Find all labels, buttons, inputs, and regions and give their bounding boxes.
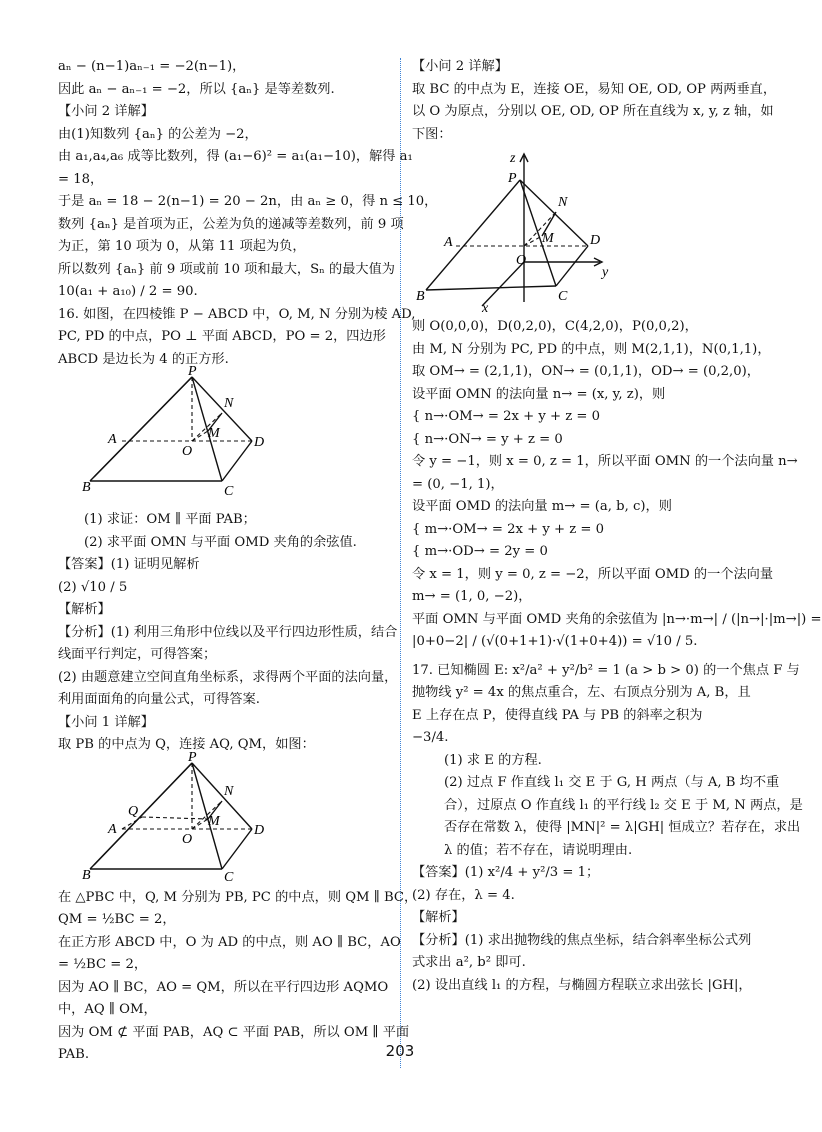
fig2-label: P (188, 749, 197, 765)
text-line: 【小问 1 详解】 (58, 714, 154, 730)
text-line: PC, PD 的中点，PO ⊥ 平面 ABCD，PO = 2，四边形 (58, 329, 386, 344)
text-line: 因为 AO ∥ BC，AO = QM，所以在平行四边形 AQMO (58, 979, 389, 995)
text-line: (2) 过点 F 作直线 l₁ 交 E 于 G, H 两点（与 A, B 均不重 (444, 775, 780, 790)
fig1-label: D (254, 435, 265, 450)
text-line: { n→·ON→ = y + z = 0 (412, 431, 563, 447)
fig3-label: P (508, 171, 517, 186)
fig1-label: O (182, 444, 193, 459)
text-line: (2) √10 / 5 (58, 579, 128, 595)
fig2-label: A (108, 821, 117, 837)
coordinate-pyramid-figure (416, 150, 636, 316)
text-line: QM = ½BC = 2， (58, 912, 176, 927)
text-line: 抛物线 y² = 4x 的焦点重合，左、右顶点分别为 A, B，且 (412, 685, 751, 700)
fig3-label: z (510, 151, 516, 166)
fig2-label: M (208, 813, 220, 829)
fig3-label: C (558, 289, 568, 304)
pyramid-figure-1 (82, 364, 308, 505)
fig3-label: y (602, 265, 609, 280)
analysis-16 (58, 599, 398, 757)
text-line: 所以数列 {aₙ} 前 9 项或前 10 项和最大，Sₙ 的最大值为 (58, 261, 395, 277)
text-line: 因此 aₙ − aₙ₋₁ = −2，所以 {aₙ} 是等差数列. (58, 81, 335, 97)
text-line: 【分析】(1) 利用三角形中位线以及平行四边形性质，结合 (58, 624, 398, 640)
pyramid-figure-2 (82, 749, 308, 885)
right-column (412, 56, 822, 997)
text-line: (2) 由题意建立空间直角坐标系，求得两个平面的法向量， (58, 669, 398, 685)
question-16 (58, 304, 416, 372)
text-line: = (0, −1, 1)， (412, 476, 504, 492)
text-line: 【分析】(1) 求出抛物线的焦点坐标，结合斜率坐标公式列 (412, 932, 752, 948)
text-line: E 上存在点 P，使得直线 PA 与 PB 的斜率之积为 (412, 707, 703, 723)
text-line: (2) 求平面 OMN 与平面 OMD 夹角的余弦值. (84, 534, 357, 550)
part2-intro (412, 56, 777, 146)
text-line: { m→·OM→ = 2x + y + z = 0 (412, 521, 605, 537)
text-line: 以 O 为原点，分别以 OE, OD, OP 所在直线为 x, y, z 轴，如 (412, 104, 774, 119)
text-line: 令 x = 1，则 y = 0, z = −2，所以平面 OMD 的一个法向量 (412, 566, 774, 582)
text-line: 16. 如图，在四棱锥 P − ABCD 中，O, M, N 分别为棱 AD, (58, 306, 416, 322)
text-line: 因为 OM ⊄ 平面 PAB，AQ ⊂ 平面 PAB，所以 OM ∥ 平面 (58, 1024, 410, 1040)
text-line: 合），过原点 O 作直线 l₁ 的平行线 l₂ 交 E 于 M, N 两点，是 (444, 797, 803, 813)
text-line: −3/4. (412, 730, 449, 745)
text-line: = ½BC = 2， (58, 957, 148, 972)
fig2-label: B (82, 867, 91, 883)
text-line: 设平面 OMD 的法向量 m→ = (a, b, c)，则 (412, 499, 672, 514)
text-line: PAB. (58, 1047, 90, 1062)
text-line: 在正方形 ABCD 中，O 为 AD 的中点，则 AO ∥ BC，AO (58, 934, 401, 950)
fig3-label: M (542, 231, 554, 246)
fig1-label: P (188, 364, 197, 379)
fig3-label: D (590, 233, 601, 248)
fig2-label: N (224, 783, 234, 799)
answer-16 (58, 554, 388, 599)
text-line: 【解析】 (412, 910, 465, 925)
text-line: 17. 已知椭圆 E: x²/a² + y²/b² = 1 (a > b > 0) 的一个焦点 F 与 (412, 662, 800, 678)
fig3-label: A (444, 235, 453, 250)
text-line: (2) 存在，λ = 4. (412, 887, 515, 903)
vector-solution (412, 316, 822, 654)
fig2-label: D (254, 822, 265, 838)
text-line: 下图： (412, 126, 452, 142)
text-line: m→ = (1, 0, −2)， (412, 589, 532, 604)
text-line: = 18， (58, 171, 104, 187)
fig3-label: B (416, 289, 425, 304)
text-line: 由 M, N 分别为 PC, PD 的中点，则 M(2,1,1)，N(0,1,1)， (412, 341, 771, 357)
text-line: 中，AQ ∥ OM， (58, 1002, 157, 1017)
text-line: 【小问 2 详解】 (412, 59, 508, 74)
fig2-label: C (224, 869, 234, 885)
text-line: |0+0−2| / (√(0+1+1)·√(1+0+4)) = √10 / 5. (412, 634, 698, 649)
fig3-label: x (482, 301, 489, 316)
question-16-parts (58, 509, 388, 554)
text-line: 由(1)知数列 {aₙ} 的公差为 −2， (58, 126, 258, 142)
text-line: 设平面 OMN 的法向量 n→ = (x, y, z)，则 (412, 386, 666, 402)
page-number: 203 (385, 1042, 415, 1060)
fig1-label: C (224, 484, 234, 499)
text-line: 在 △PBC 中，Q, M 分别为 PB, PC 的中点，则 QM ∥ BC， (58, 889, 418, 905)
fig1-label: B (82, 480, 91, 495)
question-17-parts (412, 750, 803, 863)
text-line: 取 PB 的中点为 Q，连接 AQ, QM，如图： (58, 737, 315, 752)
text-line: 数列 {aₙ} 是首项为正，公差为负的递减等差数列，前 9 项 (58, 216, 404, 232)
text-line: aₙ − (n−1)aₙ₋₁ = −2(n−1)， (58, 59, 246, 74)
text-line: (1) 求 E 的方程. (444, 752, 542, 768)
text-line: 10(a₁ + a₁₀) / 2 = 90. (58, 284, 198, 299)
text-line: 【答案】(1) x²/4 + y²/3 = 1； (412, 865, 600, 880)
answer-17 (412, 862, 752, 997)
text-line: ABCD 是边长为 4 的正方形. (58, 351, 229, 367)
text-line: 利用面面角的向量公式，可得答案. (58, 692, 261, 707)
text-line: 取 BC 的中点为 E，连接 OE，易知 OE, OD, OP 两两垂直， (412, 81, 777, 97)
text-line: λ 的值；若不存在，请说明理由. (444, 842, 633, 858)
text-line: 于是 aₙ = 18 − 2(n−1) = 20 − 2n，由 aₙ ≥ 0，得 n ≤ 10， (58, 194, 438, 209)
text-line: 【小问 2 详解】 (58, 104, 154, 119)
text-line: 则 O(0,0,0)，D(0,2,0)，C(4,2,0)，P(0,0,2)， (412, 319, 698, 334)
text-line: 为正，第 10 项为 0，从第 11 项起为负， (58, 239, 306, 254)
fig2-label: O (182, 831, 193, 847)
question-17 (412, 660, 800, 750)
text-line: 否存在常数 λ，使得 |MN|² = λ|GH| 恒成立？若存在，求出 (444, 820, 801, 835)
text-line: 由 a₁,a₄,a₆ 成等比数列，得 (a₁−6)² = a₁(a₁−10)，解得 a₁ (58, 149, 413, 164)
column-divider (400, 58, 401, 1068)
text-line: 取 OM→ = (2,1,1)，ON→ = (0,1,1)，OD→ = (0,2,0)， (412, 364, 760, 379)
fig3-label: N (558, 195, 568, 210)
text-line: 令 y = −1，则 x = 0, z = 1，所以平面 OMN 的一个法向量 n→ (412, 454, 798, 469)
fig3-label: O (516, 253, 527, 268)
text-line: { m→·OD→ = 2y = 0 (412, 544, 548, 559)
fig1-label: N (224, 396, 234, 411)
fig1-label: A (108, 432, 117, 447)
fig1-label: M (208, 426, 220, 441)
text-line: 【答案】(1) 证明见解析 (58, 557, 200, 572)
text-line: (1) 求证：OM ∥ 平面 PAB； (84, 512, 256, 527)
text-line: 【解析】 (58, 602, 111, 617)
text-line: { n→·OM→ = 2x + y + z = 0 (412, 409, 601, 424)
text-line: 式求出 a², b² 即可. (412, 955, 526, 970)
fig2-label: Q (128, 803, 139, 819)
text-line: 平面 OMN 与平面 OMD 夹角的余弦值为 |n→·m→| / (|n→|·|m→|) = (412, 611, 822, 627)
text-line: (2) 设出直线 l₁ 的方程，与椭圆方程联立求出弦长 |GH|， (412, 977, 752, 993)
text-line: 线面平行判定，可得答案； (58, 647, 217, 662)
